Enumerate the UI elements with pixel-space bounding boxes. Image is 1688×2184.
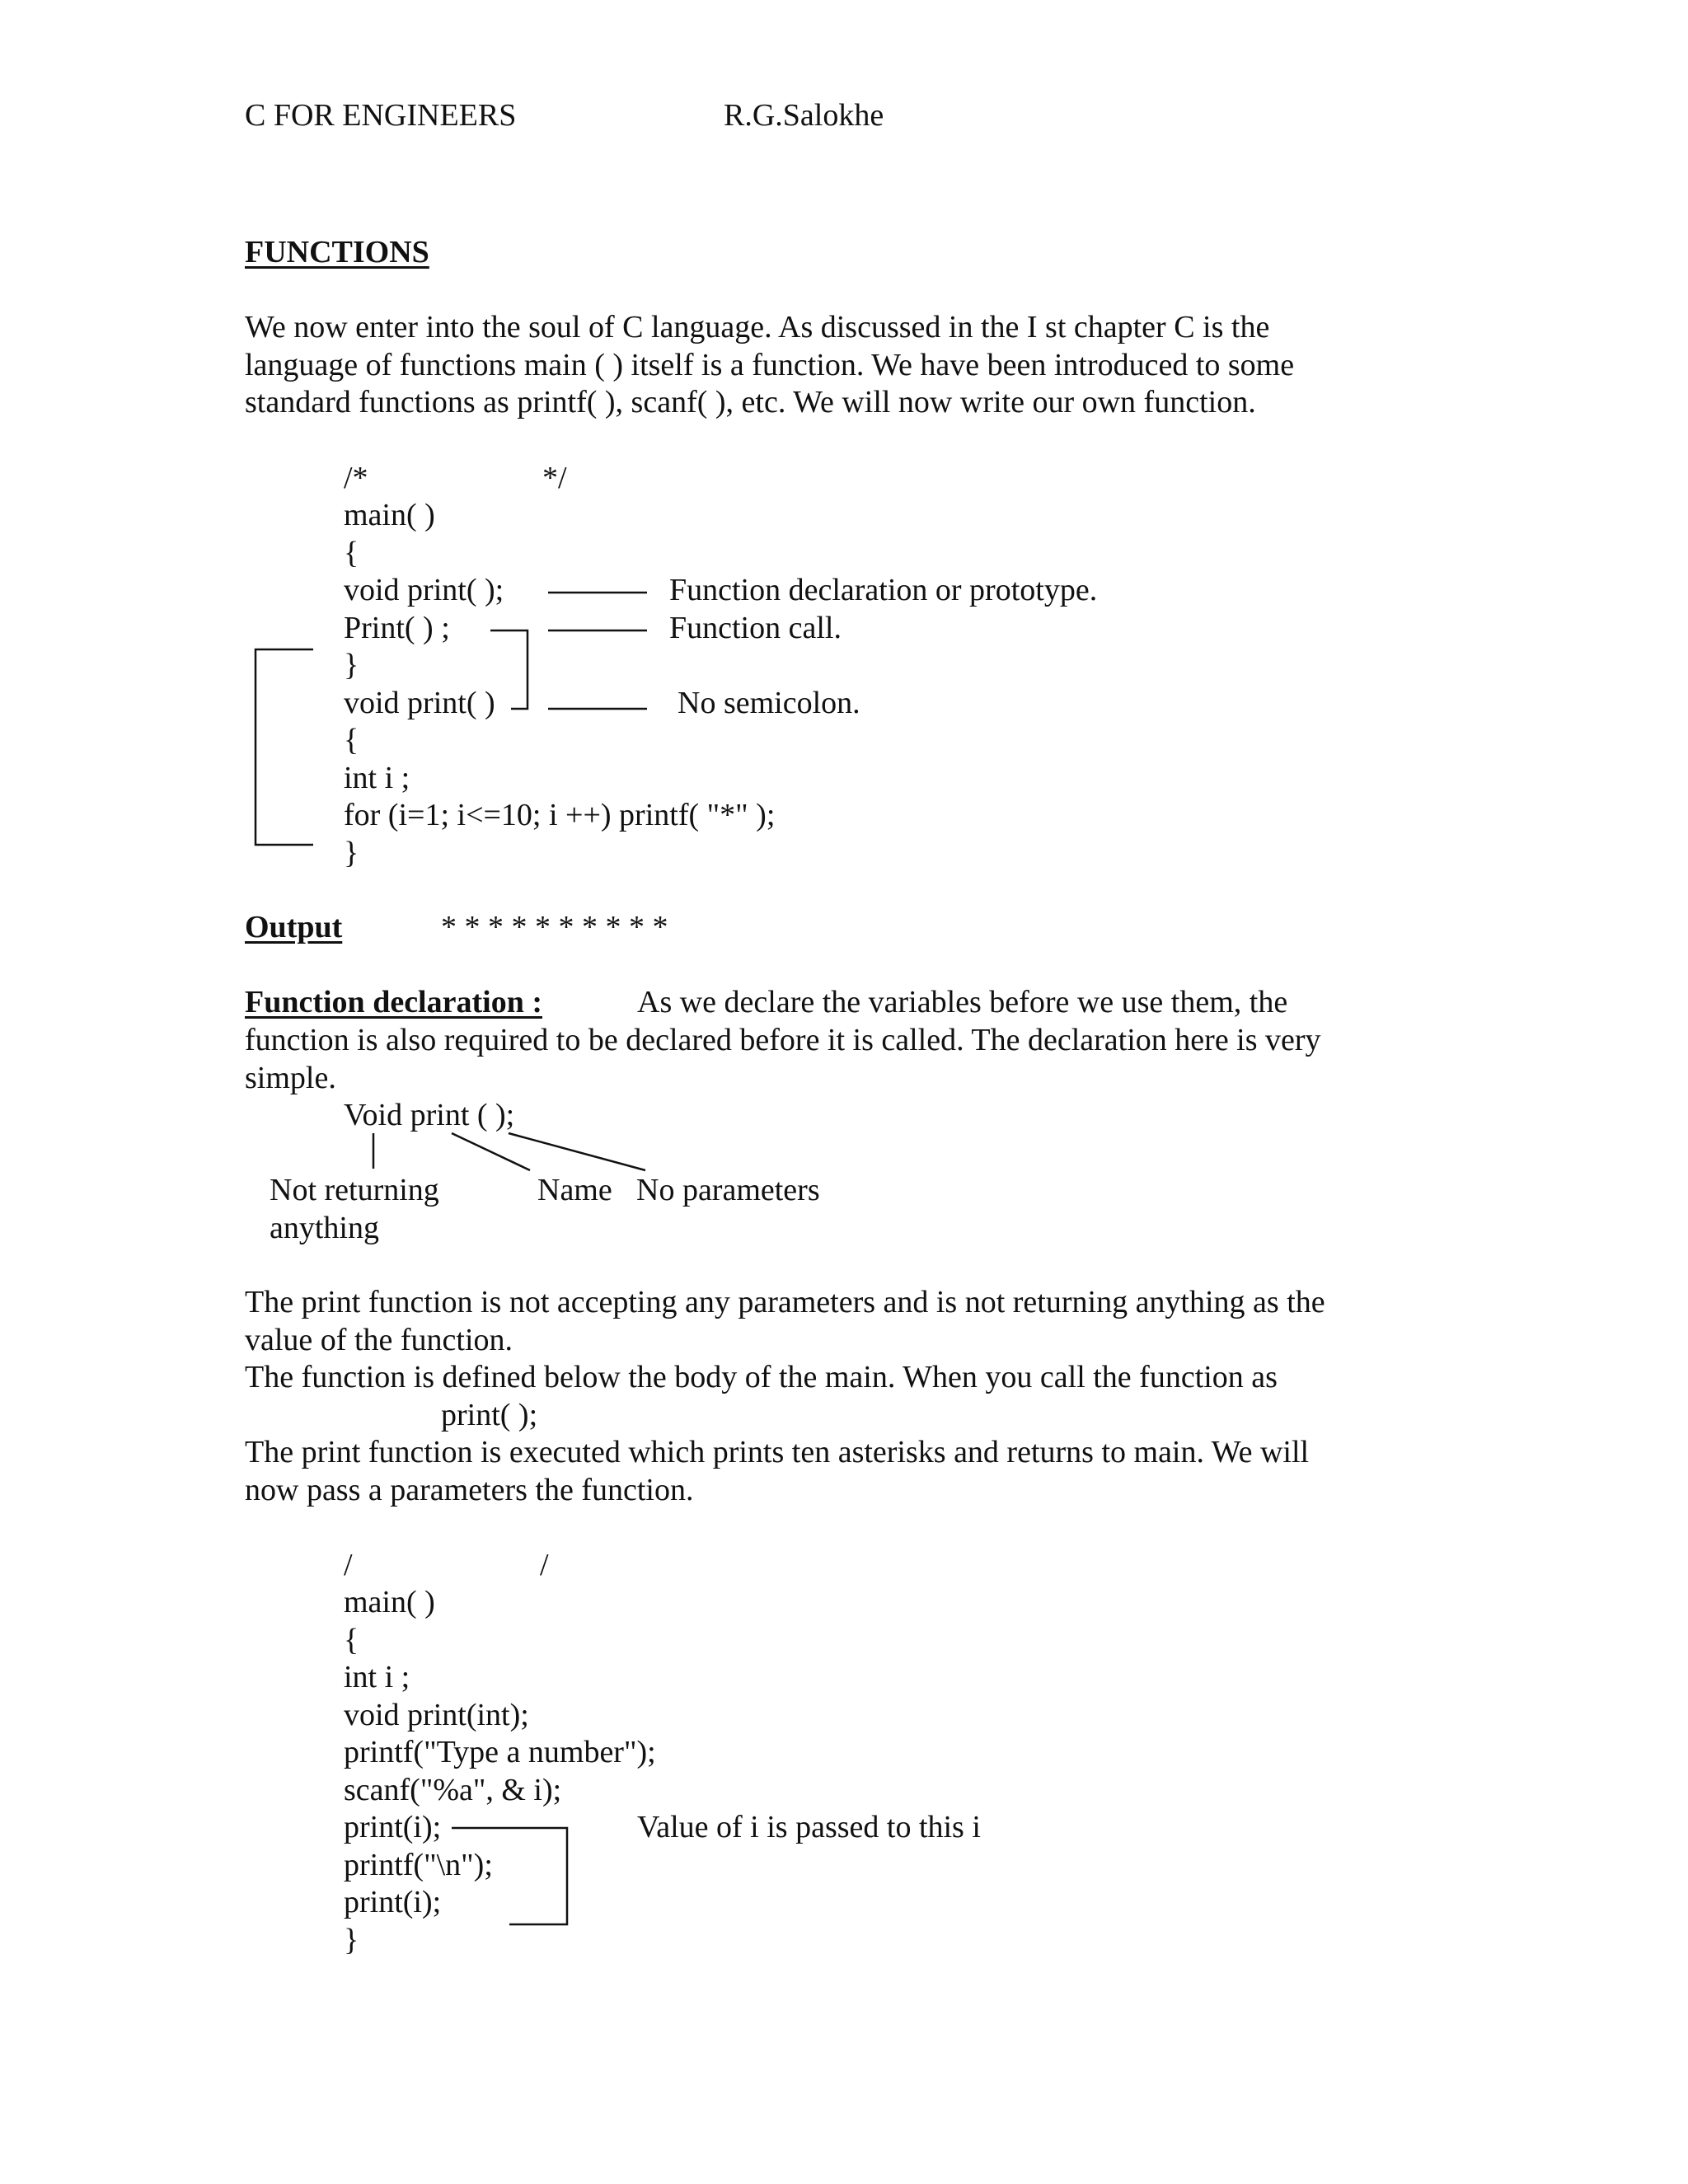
function-declaration-text: function is also required to be declared before it is called. The declaration here is very simple. [245,1023,1321,1095]
program2-line: printf("\n"); [344,1848,493,1882]
program1-line: int i ; [344,761,410,795]
explanation-para2: The print function is executed which prints ten asterisks and returns to main. We will now pass a parameters the function. [245,1435,1310,1507]
program2-comment-close: / [540,1548,549,1582]
program2-line: { [344,1623,359,1657]
program2-line: main( ) [344,1585,435,1619]
program1-line: } [344,648,359,682]
function-body-bracket [256,649,313,845]
program2-comment-open: / [344,1548,353,1582]
program1-line: for (i=1; i<=10; i ++) printf( "*" ); [344,798,776,832]
program2-line: scanf("%a", & i); [344,1773,562,1807]
program1-line: void print( ) [344,686,495,720]
program1-comment-close: */ [542,461,567,495]
function-declaration-heading: Function declaration : [245,985,542,1019]
explanation-call-example: print( ); [441,1398,538,1432]
declaration-example: Void print ( ); [344,1098,515,1132]
program2-line: int i ; [344,1660,410,1694]
name-pointer [452,1133,530,1170]
label-params: No parameters [636,1173,820,1207]
output-value: * * * * * * * * * * [441,910,668,944]
call-to-definition-bracket [490,630,528,709]
program1-line: } [344,836,359,870]
output-label: Output [245,910,343,944]
program2-line: void print(int); [344,1698,529,1732]
program2-annotation: Value of i is passed to this i [637,1810,981,1844]
program2-line: print(i); [344,1810,442,1844]
program1-line: { [344,536,359,570]
header-author: R.G.Salokhe [724,98,884,133]
function-declaration-text-first: As we declare the variables before we use them, the [637,985,1288,1019]
explanation-para1: The print function is not accepting any parameters and is not returning anything as the value of the function. The function is defined below the body of the main. When you call the function as [245,1285,1325,1394]
annotation-no-semicolon: No semicolon. [678,686,860,720]
intro-paragraph: We now enter into the soul of C language. As discussed in the I st chapter C is the language of functions main ( ) itself is a function. We have been introduced to some standard functions as printf( ), scanf( ), etc. We will now write our own function. [245,310,1295,419]
program2-line: print(i); [344,1885,442,1919]
program1-line: { [344,723,359,757]
program1-line: main( ) [344,498,435,532]
header-book-title: C FOR ENGINEERS [245,98,517,133]
program2-line: printf("Type a number"); [344,1735,656,1769]
params-pointer [509,1133,645,1170]
annotation-call: Function call. [669,611,842,645]
program2-line: } [344,1923,359,1957]
program1-line: void print( ); [344,573,504,607]
program1-comment-open: /* [344,461,368,495]
label-name: Name [537,1173,612,1207]
label-return-type: Not returning anything [270,1173,439,1245]
program1-line: Print( ) ; [344,611,450,645]
annotation-declaration: Function declaration or prototype. [669,573,1098,607]
section-title: FUNCTIONS [245,235,429,269]
